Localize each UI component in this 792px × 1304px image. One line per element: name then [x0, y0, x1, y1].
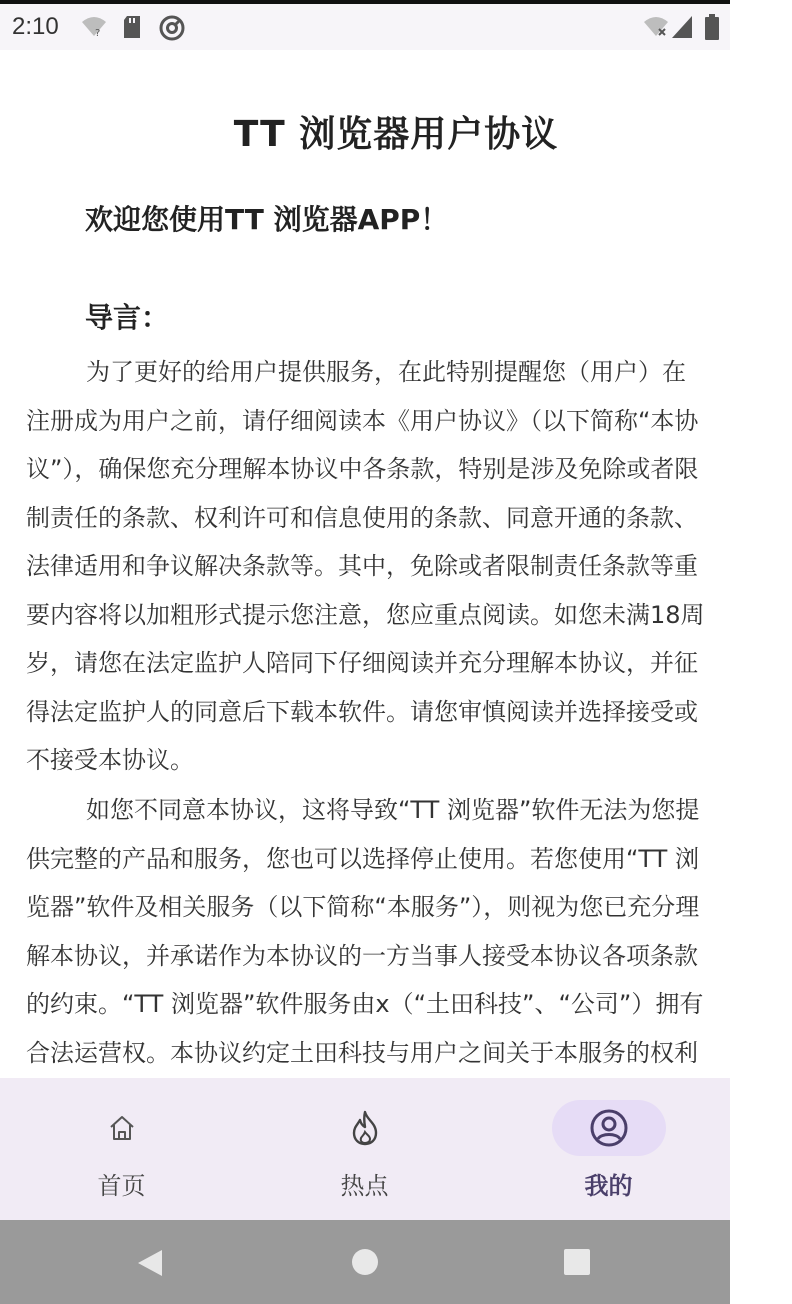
nav-label-mine: 我的 — [584, 1172, 633, 1200]
nav-item-mine[interactable] — [487, 1078, 730, 1220]
agreement-paragraph: 如您不同意本协议，这将导致“TT 浏览器”软件无法为您提供完整的产品和服务，您也可以选择停止使用。若您使用“TT 浏览器”软件及相关服务（以下简称“本服务”），则视为您已充分理解本协议，并承诺作为本协议的一方当事人接受本协议各项条款的约束。“TT 浏览器”软件服务由x（“土田科技”、“公司”）拥有合法运营权。本协议约定土田科技与用户之间关于本服务的权利 — [26, 796, 704, 1067]
recents-icon[interactable] — [563, 1248, 591, 1280]
bottom-navigation — [0, 1078, 730, 1220]
status-bar — [0, 0, 730, 50]
nav-icon-container-active — [552, 1100, 666, 1156]
sd-card-icon — [122, 14, 142, 44]
sync-icon — [158, 14, 186, 46]
nav-label-hot: 热点 — [340, 1172, 389, 1200]
status-time: 2:10 — [12, 13, 59, 40]
system-navigation-bar — [0, 1220, 730, 1304]
welcome-heading: 欢迎您使用TT 浏览器APP！ — [85, 203, 449, 236]
nav-item-hot[interactable] — [243, 1078, 486, 1220]
nav-item-home[interactable] — [0, 1078, 243, 1220]
nav-icon-container — [308, 1100, 422, 1156]
agreement-paragraph: 为了更好的给用户提供服务，在此特别提醒您（用户）在注册成为用户之前，请仔细阅读本《用户协议》（以下简称“本协议”），确保您充分理解本协议中各条款，特别是涉及免除或者限制责任的条款、权利许可和信息使用的条款、同意开通的条款、法律适用和争议解决条款等。其中，免除或者限制责任条款等重要内容将以加粗形式提示您注意，您应重点阅读。如您未满18周岁，请您在法定监护人陪同下仔细阅读并充分理解本协议，并征得法定监护人的同意后下载本软件。请您审慎阅读并选择接受或不接受本协议。 — [26, 358, 705, 774]
battery-icon — [704, 14, 720, 44]
intro-heading: 导言： — [85, 301, 170, 334]
signal-icon — [672, 14, 694, 44]
page-title: TT 浏览器用户协议 — [233, 114, 559, 155]
back-icon[interactable] — [136, 1248, 164, 1282]
nav-icon-container — [65, 1100, 179, 1156]
wifi-question-icon — [80, 14, 108, 44]
home-circle-icon[interactable] — [351, 1248, 379, 1280]
nav-label-home: 首页 — [97, 1172, 146, 1200]
agreement-content[interactable] — [0, 50, 730, 1078]
svg-text:?: ? — [95, 28, 101, 39]
wifi-off-icon — [642, 14, 670, 44]
